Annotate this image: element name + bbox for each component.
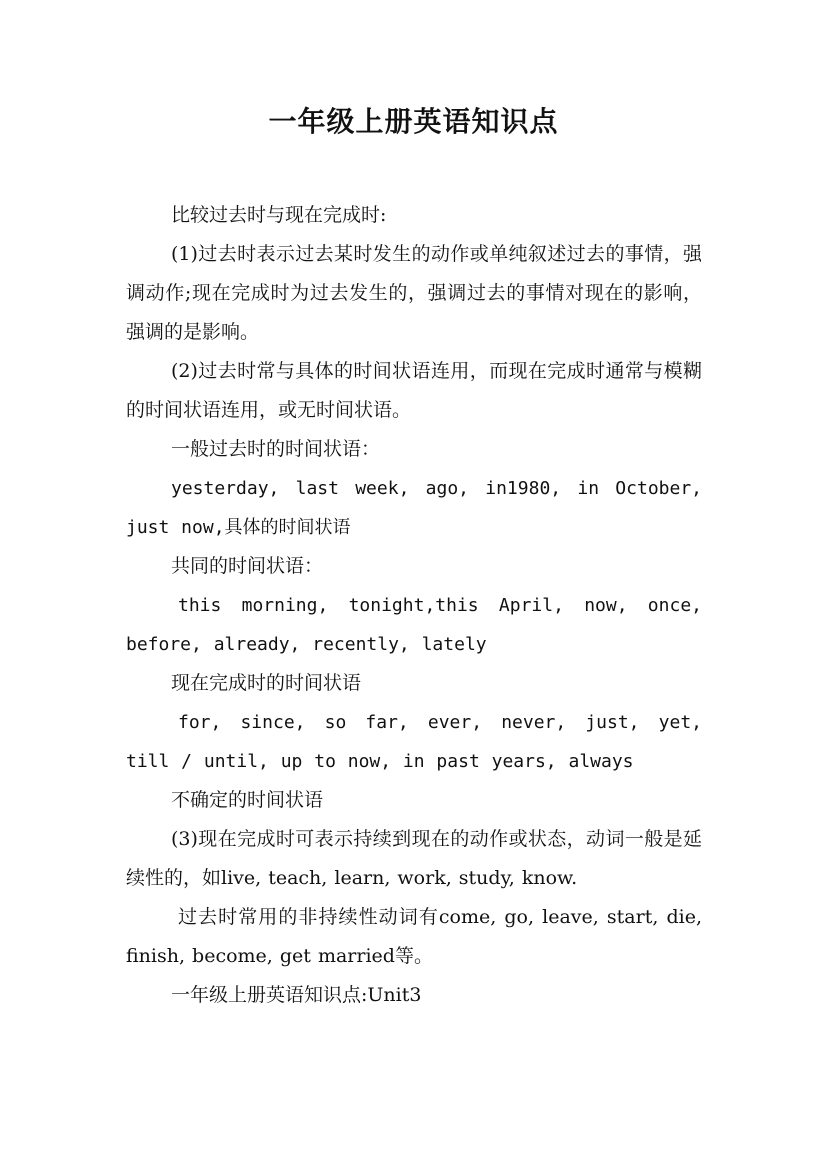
paragraph-common-adverbials-list: this morning, tonight,this April, now, once, before, already, recently, lately bbox=[126, 595, 702, 655]
paragraph-past-adverbials-list: yesterday, last week, ago, in1980, in October, just now,具体的时间状语 bbox=[126, 478, 702, 538]
document-title: 一年级上册英语知识点 bbox=[268, 105, 559, 138]
paragraph-nonduration-verbs: 过去时常用的非持续性动词有come, go, leave, start, die, finish, become, get married等。 bbox=[126, 906, 702, 967]
paragraph-perfect-adverbials-list: for, since, so far, ever, never, just, yet, till / until, up to now, in past years, always bbox=[126, 712, 702, 772]
paragraph-point-2: (2)过去时常与具体的时间状语连用，而现在完成时通常与模糊的时间状语连用，或无时间状语。 bbox=[126, 360, 702, 421]
paragraph-point-3: (3)现在完成时可表示持续到现在的动作或状态，动词一般是延续性的，如live, teach, learn, work, study, know. bbox=[126, 828, 702, 889]
paragraph-common-adverbials-heading: 共同的时间状语： bbox=[171, 555, 324, 577]
paragraph-past-adverbials-heading: 一般过去时的时间状语： bbox=[171, 438, 381, 460]
paragraph-uncertain-adverbials-heading: 不确定的时间状语 bbox=[171, 789, 324, 811]
paragraph-unit3-heading: 一年级上册英语知识点:Unit3 bbox=[171, 984, 422, 1006]
paragraph-comparison-heading: 比较过去时与现在完成时: bbox=[171, 204, 387, 226]
paragraph-point-1: (1)过去时表示过去某时发生的动作或单纯叙述过去的事情，强调动作;现在完成时为过去发生的，强调过去的事情对现在的影响，强调的是影响。 bbox=[126, 243, 702, 343]
document-body bbox=[126, 196, 702, 1015]
paragraph-perfect-adverbials-heading: 现在完成时的时间状语 bbox=[171, 672, 362, 694]
